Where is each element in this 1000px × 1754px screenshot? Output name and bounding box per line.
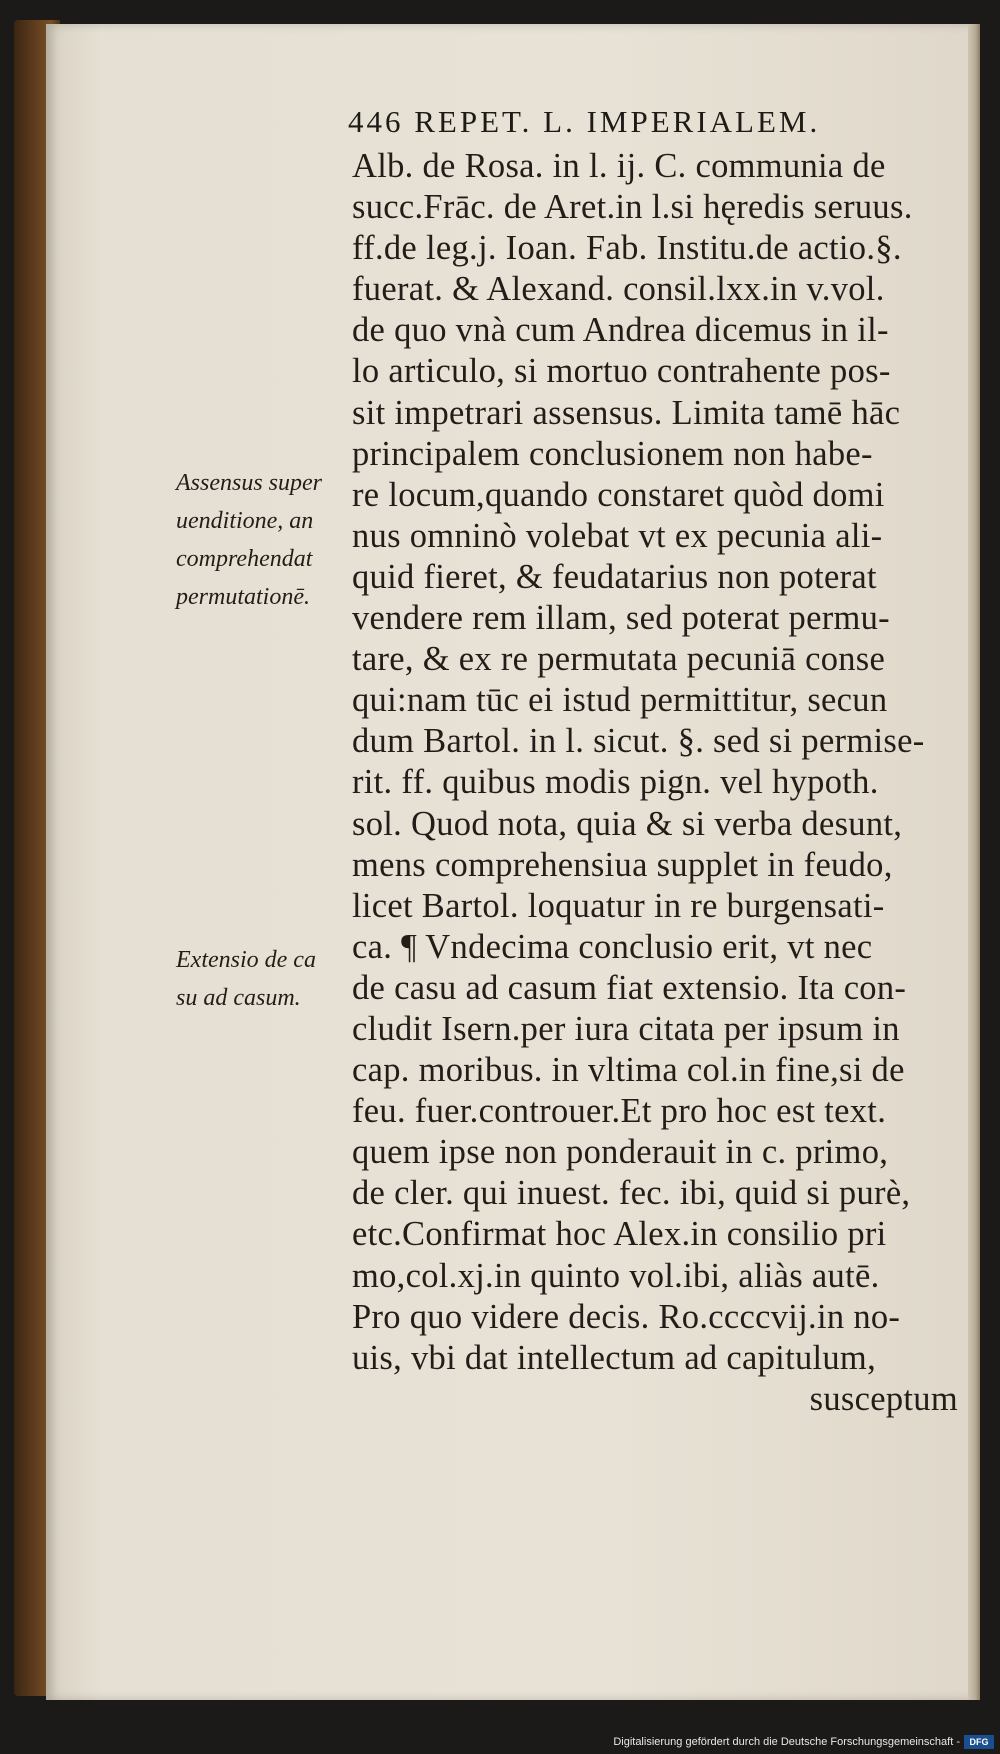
text-line: nus omninò volebat vt ex pecunia ali- [352, 516, 883, 555]
marginal-note-line: uenditione, an [176, 508, 314, 534]
dfg-logo: DFG [964, 1735, 994, 1749]
text-line: de cler. qui inuest. fec. ibi, quid si purè, [352, 1174, 911, 1213]
marginal-note-line: Assensus super [176, 470, 323, 496]
text-line: cludit Isern.per iura citata per ipsum in [352, 1009, 900, 1048]
text-line: licet Bartol. loquatur in re burgensati- [352, 886, 885, 925]
text-line: Pro quo videre decis. Ro.ccccvij.in no- [352, 1297, 901, 1336]
text-line: mo,col.xj.in quinto vol.ibi, aliàs autē. [352, 1256, 880, 1295]
text-line: mens comprehensiua supplet in feudo, [352, 845, 893, 884]
text-line: qui:nam tūc ei istud permittitur, secun [352, 681, 888, 720]
text-line: cap. moribus. in vltima col.in fine,si de [352, 1051, 905, 1090]
text-line: ca. ¶ Vndecima conclusio erit, vt nec [352, 927, 873, 966]
page-fore-edge [968, 24, 980, 1700]
text-line: succ.Frāc. de Aret.in l.si hęredis seruus. [352, 188, 913, 227]
text-line: lo articulo, si mortuo contrahente pos- [352, 352, 891, 391]
marginal-note-line: permutationē. [176, 584, 310, 610]
body-text-block [352, 146, 962, 1420]
text-line: principalem conclusionem non habe- [352, 434, 873, 473]
marginal-note-line: su ad casum. [176, 985, 301, 1011]
marginal-note-assensus [176, 464, 356, 616]
marginal-note-extensio [176, 941, 356, 1017]
text-line: tare, & ex re permutata pecuniā conse [352, 640, 886, 679]
text-line: de casu ad casum fiat extensio. Ita con- [352, 968, 907, 1007]
text-line: uis, vbi dat intellectum ad capitulum, [352, 1338, 876, 1377]
text-line: ff.de leg.j. Ioan. Fab. Institu.de actio.§. [352, 229, 902, 268]
text-line: fuerat. & Alexand. consil.lxx.in v.vol. [352, 270, 885, 309]
running-head: 446 REPET. L. IMPERIALEM. [348, 104, 821, 139]
marginal-note-line: comprehendat [176, 546, 313, 572]
digitization-credit: Digitalisierung gefördert durch die Deutsche Forschungsgemeinschaft - [613, 1736, 960, 1748]
text-line: etc.Confirmat hoc Alex.in consilio pri [352, 1215, 887, 1254]
text-line: sol. Quod nota, quia & si verba desunt, [352, 804, 903, 843]
catchword: susceptum [809, 1379, 958, 1418]
text-line: sit impetrari assensus. Limita tamē hāc [352, 393, 901, 432]
text-line: feu. fuer.controuer.Et pro hoc est text. [352, 1092, 887, 1131]
marginal-note-line: Extensio de ca [176, 947, 316, 973]
text-line: de quo vnà cum Andrea dicemus in il- [352, 311, 889, 350]
text-line: re locum,quando constaret quòd domi [352, 475, 885, 514]
text-line: dum Bartol. in l. sicut. §. sed si permise- [352, 722, 925, 761]
text-line: quem ipse non ponderauit in c. primo, [352, 1133, 889, 1172]
text-line: Alb. de Rosa. in l. ij. C. communia de [352, 147, 886, 185]
text-line: quid fieret, & feudatarius non poterat [352, 557, 877, 596]
text-line: vendere rem illam, sed poterat permu- [352, 599, 890, 638]
text-line: rit. ff. quibus modis pign. vel hypoth. [352, 763, 879, 802]
